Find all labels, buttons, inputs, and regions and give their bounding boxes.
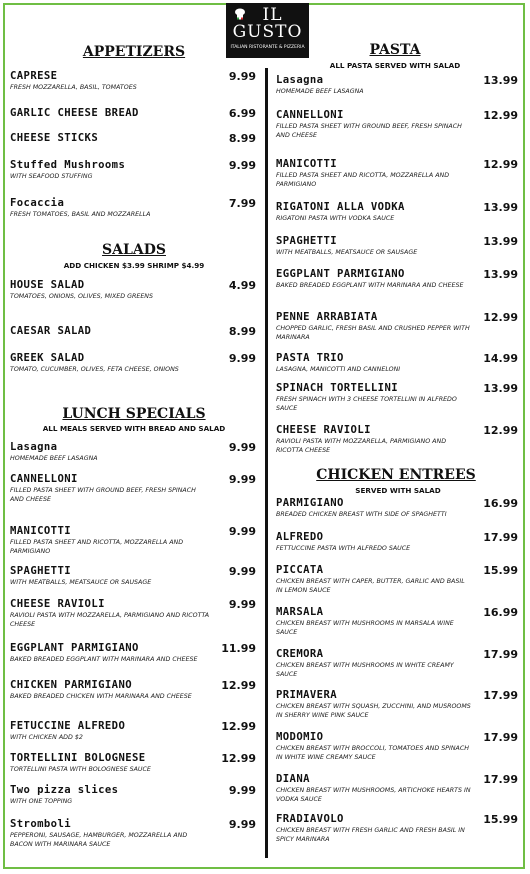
item-description: CHICKEN BREAST WITH MUSHROOMS IN WHITE CREAMY SAUCE — [276, 662, 454, 678]
menu-item — [10, 720, 210, 742]
menu-item — [10, 441, 210, 463]
item-description: FETTUCCINE PASTA WITH ALFREDO SAUCE — [276, 545, 411, 552]
item-price: 8.99 — [228, 132, 256, 145]
item-description: CHICKEN BREAST WITH CAPER, BUTTER, GARLIC AND BASIL IN LEMON SAUCE — [276, 578, 465, 594]
salads-subtitle: ADD CHICKEN $3.99 SHRIMP $4.99 — [63, 261, 205, 270]
menu-item — [276, 689, 472, 720]
menu-item — [10, 473, 210, 504]
salads-heading: SALADS — [102, 242, 166, 258]
menu-item — [10, 132, 210, 145]
item-description: WITH SEAFOOD STUFFING — [10, 173, 93, 180]
item-description: RIGATONI PASTA WITH VODKA SAUCE — [276, 215, 395, 222]
menu-item — [276, 813, 472, 844]
menu-item — [10, 107, 210, 120]
item-description: FILLED PASTA SHEET WITH GROUND BEEF, FRESH SPINACH AND CHEESE — [276, 123, 462, 139]
item-description: BAKED BREADED EGGPLANT WITH MARINARA AND CHEESE — [10, 656, 198, 663]
chicken-heading: CHICKEN ENTREES — [316, 467, 476, 483]
logo-line-2: GUSTO — [232, 22, 303, 42]
item-name: HOUSE SALAD — [10, 279, 85, 291]
item-description: BREADED CHICKEN BREAST WITH SIDE OF SPAGHETTI — [276, 511, 447, 518]
item-name: Focaccia — [10, 197, 65, 209]
item-price: 12.99 — [483, 109, 518, 122]
item-price: 13.99 — [483, 74, 518, 87]
item-price: 13.99 — [483, 235, 518, 248]
item-price: 9.99 — [228, 784, 256, 797]
menu-item — [276, 382, 472, 413]
item-price: 16.99 — [483, 497, 518, 510]
item-name: CANNELLONI — [276, 109, 344, 121]
item-price: 7.99 — [228, 197, 256, 210]
item-name: PICCATA — [276, 564, 324, 576]
item-name: FETUCCINE ALFREDO — [10, 720, 126, 732]
item-name: EGGPLANT PARMIGIANO — [276, 268, 405, 280]
item-price: 17.99 — [483, 731, 518, 744]
item-name: Lasagna — [276, 74, 324, 86]
menu-item — [276, 201, 472, 223]
item-description: FRESH TOMATOES, BASIL AND MOZZARELLA — [10, 211, 151, 218]
item-description: FILLED PASTA SHEET WITH GROUND BEEF, FRESH SPINACH AND CHEESE — [10, 487, 196, 503]
item-price: 13.99 — [483, 268, 518, 281]
item-name: MANICOTTI — [276, 158, 338, 170]
item-price: 15.99 — [483, 564, 518, 577]
item-price: 9.99 — [228, 352, 256, 365]
item-description: BAKED BREADED EGGPLANT WITH MARINARA AND CHEESE — [276, 282, 464, 289]
item-description: HOMEMADE BEEF LASAGNA — [10, 455, 98, 462]
item-name: CAESAR SALAD — [10, 325, 92, 337]
item-name: SPAGHETTI — [10, 565, 72, 577]
item-price: 12.99 — [483, 311, 518, 324]
item-price: 12.99 — [483, 424, 518, 437]
item-name: CHICKEN PARMIGIANO — [10, 679, 133, 691]
item-description: FRESH SPINACH WITH 3 CHEESE TORTELLINI IN ALFREDO SAUCE — [276, 396, 457, 412]
item-description: CHICKEN BREAST WITH MUSHROOMS, ARTICHOKE HEARTS IN VODKA SAUCE — [276, 787, 471, 803]
item-description: CHICKEN BREAST WITH FRESH GARLIC AND FRESH BASIL IN SPICY MARINARA — [276, 827, 465, 843]
menu-item — [276, 268, 472, 290]
item-price: 12.99 — [221, 720, 256, 733]
item-name: GREEK SALAD — [10, 352, 85, 364]
item-name: FRADIAVOLO — [276, 813, 344, 825]
menu-item — [10, 197, 210, 219]
item-description: TOMATOES, ONIONS, OLIVES, MIXED GREENS — [10, 293, 154, 300]
item-description: TOMATO, CUCUMBER, OLIVES, FETA CHEESE, ONIONS — [10, 366, 179, 373]
item-name: RIGATONI ALLA VODKA — [276, 201, 405, 213]
item-description: LASAGNA, MANICOTTI AND CANNELONI — [276, 366, 401, 373]
item-price: 9.99 — [228, 70, 256, 83]
item-price: 4.99 — [228, 279, 256, 292]
item-name: Two pizza slices — [10, 784, 119, 796]
item-description: FRESH MOZZARELLA, BASIL, TOMATOES — [10, 84, 137, 91]
item-name: MARSALA — [276, 606, 324, 618]
item-description: BAKED BREADED CHICKEN WITH MARINARA AND CHEESE — [10, 693, 192, 700]
item-name: MODOMIO — [276, 731, 324, 743]
appetizers-heading: APPETIZERS — [82, 44, 186, 60]
menu-item — [10, 818, 210, 849]
column-divider — [265, 68, 268, 858]
item-description: WITH CHICKEN ADD $2 — [10, 734, 83, 741]
item-description: HOMEMADE BEEF LASAGNA — [276, 88, 364, 95]
item-price: 12.99 — [221, 679, 256, 692]
menu-item — [276, 497, 472, 519]
item-price: 12.99 — [221, 752, 256, 765]
item-name: PASTA TRIO — [276, 352, 344, 364]
item-price: 17.99 — [483, 689, 518, 702]
item-price: 9.99 — [228, 598, 256, 611]
menu-item — [10, 679, 210, 701]
item-name: PARMIGIANO — [276, 497, 344, 509]
item-name: DIANA — [276, 773, 310, 785]
menu-item — [10, 784, 210, 806]
menu-item — [276, 158, 472, 189]
item-price: 11.99 — [221, 642, 256, 655]
item-price: 15.99 — [483, 813, 518, 826]
menu-item — [10, 279, 210, 301]
item-name: CHEESE RAVIOLI — [276, 424, 371, 436]
lunch-subtitle: ALL MEALS SERVED WITH BREAD AND SALAD — [42, 424, 226, 433]
item-price: 17.99 — [483, 648, 518, 661]
item-name: EGGPLANT PARMIGIANO — [10, 642, 139, 654]
menu-item — [276, 352, 472, 374]
menu-item — [276, 564, 472, 595]
item-price: 6.99 — [228, 107, 256, 120]
menu-item — [10, 642, 210, 664]
logo-line-1: IL — [262, 5, 283, 25]
item-name: MANICOTTI — [10, 525, 72, 537]
menu-item — [276, 648, 472, 679]
item-price: 9.99 — [228, 159, 256, 172]
item-description: FILLED PASTA SHEET AND RICOTTA, MOZZARELLA AND PARMIGIANO — [276, 172, 450, 188]
item-description: FILLED PASTA SHEET AND RICOTTA, MOZZARELLA AND PARMIGIANO — [10, 539, 184, 555]
item-description: WITH MEATBALLS, MEATSAUCE OR SAUSAGE — [10, 579, 152, 586]
item-price: 16.99 — [483, 606, 518, 619]
menu-item — [10, 752, 210, 774]
item-description: CHOPPED GARLIC, FRESH BASIL AND CRUSHED PEPPER WITH MARINARA — [276, 325, 470, 341]
menu-item — [10, 525, 210, 556]
item-name: Lasagna — [10, 441, 58, 453]
item-name: PRIMAVERA — [276, 689, 338, 701]
menu-item — [276, 606, 472, 637]
item-price: 12.99 — [483, 158, 518, 171]
item-name: SPINACH TORTELLINI — [276, 382, 399, 394]
menu-item — [276, 311, 472, 342]
item-price: 9.99 — [228, 525, 256, 538]
item-name: ALFREDO — [276, 531, 324, 543]
menu-item — [276, 74, 472, 96]
item-price: 9.99 — [228, 473, 256, 486]
item-name: CHEESE RAVIOLI — [10, 598, 105, 610]
item-name: Stromboli — [10, 818, 72, 830]
item-description: RAVIOLI PASTA WITH MOZZARELLA, PARMIGIANO AND RICOTTA CHEESE — [10, 612, 210, 628]
item-name: Stuffed Mushrooms — [10, 159, 126, 171]
item-description: RAVIOLI PASTA WITH MOZZARELLA, PARMIGIANO AND RICOTTA CHEESE — [276, 438, 447, 454]
item-name: CHEESE STICKS — [10, 132, 99, 144]
menu-item — [276, 235, 472, 257]
item-price: 8.99 — [228, 325, 256, 338]
logo-tagline: ITALIAN RISTORANTE & PIZZERIA — [230, 45, 305, 50]
menu-item — [10, 352, 210, 374]
menu-item — [276, 109, 472, 140]
menu-item — [10, 598, 210, 629]
lunch-heading: LUNCH SPECIALS — [62, 406, 206, 422]
chef-hat-icon — [234, 8, 246, 20]
item-description: WITH MEATBALLS, MEATSAUCE OR SAUSAGE — [276, 249, 418, 256]
item-price: 17.99 — [483, 531, 518, 544]
menu-item — [10, 325, 210, 338]
item-name: TORTELLINI BOLOGNESE — [10, 752, 146, 764]
item-description: TORTELLINI PASTA WITH BOLOGNESE SAUCE — [10, 766, 151, 773]
menu-item — [10, 70, 210, 92]
pasta-heading: PASTA — [369, 42, 421, 58]
item-price: 9.99 — [228, 565, 256, 578]
item-name: CANNELLONI — [10, 473, 78, 485]
item-description: CHICKEN BREAST WITH BROCCOLI, TOMATOES AND SPINACH IN WHITE WINE CREAMY SAUCE — [276, 745, 470, 761]
item-name: CAPRESE — [10, 70, 58, 82]
item-name: GARLIC CHEESE BREAD — [10, 107, 139, 119]
menu-item — [276, 531, 472, 553]
item-description: WITH ONE TOPPING — [10, 798, 73, 805]
item-description: PEPPERONI, SAUSAGE, HAMBURGER, MOZZARELLA AND BACON WITH MARINARA SAUCE — [10, 832, 188, 848]
item-price: 14.99 — [483, 352, 518, 365]
menu-item — [10, 159, 210, 181]
item-description: CHICKEN BREAST WITH SQUASH, ZUCCHINI, AND MUSROOMS IN SHERRY WINE PINK SAUCE — [276, 703, 471, 719]
item-price: 13.99 — [483, 382, 518, 395]
menu-item — [276, 424, 472, 455]
menu-item — [276, 731, 472, 762]
item-price: 9.99 — [228, 818, 256, 831]
menu-item — [276, 773, 472, 804]
item-description: CHICKEN BREAST WITH MUSHROOMS IN MARSALA WINE SAUCE — [276, 620, 454, 636]
item-name: PENNE ARRABIATA — [276, 311, 378, 323]
item-price: 17.99 — [483, 773, 518, 786]
item-price: 13.99 — [483, 201, 518, 214]
pasta-subtitle: ALL PASTA SERVED WITH SALAD — [329, 61, 461, 70]
item-price: 9.99 — [228, 441, 256, 454]
chicken-subtitle: SERVED WITH SALAD — [355, 486, 441, 495]
item-name: CREMORA — [276, 648, 324, 660]
menu-item — [10, 565, 210, 587]
item-name: SPAGHETTI — [276, 235, 338, 247]
